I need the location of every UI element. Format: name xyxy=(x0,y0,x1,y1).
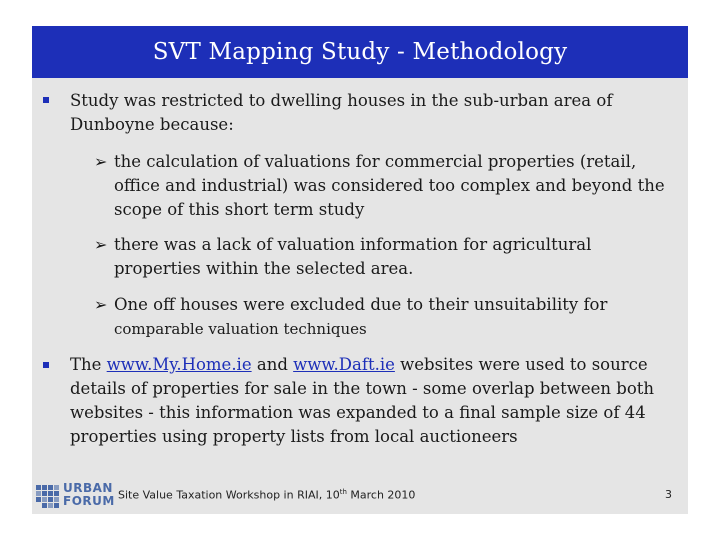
sub-bullet-1: the calculation of valuations for commercial properties (retail, office and industrial) was considered too complex and beyond the scope of this short term study xyxy=(114,152,665,219)
logo-line2: FORUM xyxy=(63,494,115,508)
arrow-bullet-icon: ➢ xyxy=(94,295,108,314)
bullet-2-mid: and xyxy=(251,355,294,374)
arrow-bullet-icon: ➢ xyxy=(94,235,108,254)
daft-link[interactable]: www.Daft.ie xyxy=(293,355,395,374)
bullet-square-icon xyxy=(43,97,49,103)
footer-text-pre: Site Value Taxation Workshop in RIAI, 10 xyxy=(118,488,340,502)
footer-text-sup: th xyxy=(339,488,347,496)
slide-title: SVT Mapping Study - Methodology xyxy=(152,39,568,65)
myhome-link[interactable]: www.My.Home.ie xyxy=(106,355,252,374)
logo-grid-icon xyxy=(36,485,60,507)
arrow-bullet-icon: ➢ xyxy=(94,152,108,171)
page-number: 3 xyxy=(665,488,672,501)
urban-forum-logo xyxy=(36,482,114,510)
logo-line1: URBAN xyxy=(63,481,113,495)
sub-bullet-3-line2: comparable valuation techniques xyxy=(114,320,367,338)
bullet-2-pre: The xyxy=(70,355,107,374)
sub-bullet-3-line1: One off houses were excluded due to their unsuitability for xyxy=(114,295,608,314)
footer-text-post: March 2010 xyxy=(346,488,416,502)
bullet-2 xyxy=(70,353,680,449)
title-bar xyxy=(32,26,688,78)
sub-bullet-3 xyxy=(114,293,674,341)
bullet-square-icon xyxy=(43,362,49,368)
sub-bullet-2: there was a lack of valuation information for agricultural properties within the selected area. xyxy=(114,235,592,278)
slide xyxy=(32,26,688,514)
logo-text xyxy=(63,482,115,508)
bullet-1: Study was restricted to dwelling houses in the sub-urban area of Dunboyne because: xyxy=(70,91,613,134)
footer-caption xyxy=(118,488,415,502)
bullet-2-post: websites were used to source details of properties for sale in the town - some overlap between both websites - this information was expanded to a final sample size of 44 properties using property lists from local auctioneers xyxy=(70,355,655,446)
